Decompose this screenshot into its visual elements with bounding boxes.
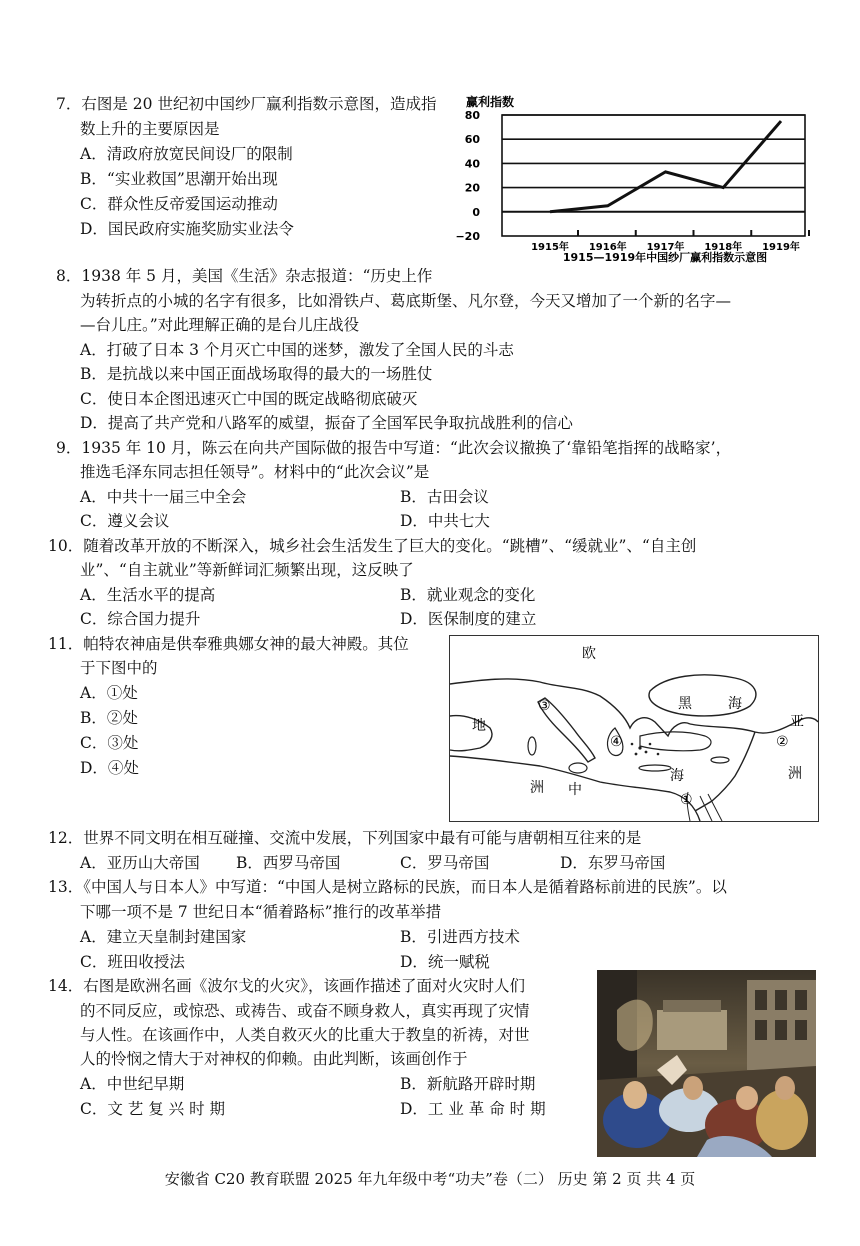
q9-option-c: C．遵义会议 xyxy=(80,512,170,530)
profit-index-chart xyxy=(455,93,820,268)
q10-option-c: C．综合国力提升 xyxy=(80,610,201,628)
q14-option-d: D．工 业 革 命 时 期 xyxy=(400,1100,546,1118)
q8-option-c: C．使日本企图迅速灭亡中国的既定战略彻底破灭 xyxy=(80,390,418,408)
map-label-zhong: 中 xyxy=(568,782,582,798)
map-marker-4: ④ xyxy=(610,734,623,750)
q9-stem-line1: 9．1935 年 10 月，陈云在向共产国际做的报告中写道：“此次会议撤换了‘靠铅笔指挥的战略家’， xyxy=(56,439,732,457)
crete-island xyxy=(639,765,671,771)
map-label-ya: 亚 xyxy=(790,714,804,730)
chart-y-tick-label: −20 xyxy=(455,230,480,243)
q14-option-a: A．中世纪早期 xyxy=(80,1075,185,1093)
q8-option-a: A．打破了日本 3 个月灭亡中国的迷梦，激发了全国人民的斗志 xyxy=(80,341,514,359)
q13-option-d: D．统一赋税 xyxy=(400,953,490,971)
levant-coast xyxy=(695,732,755,811)
map-label-hai-med: 海 xyxy=(670,768,684,784)
q13-stem-line2: 下哪一项不是 7 世纪日本“循着路标”推行的改革举措 xyxy=(80,903,442,921)
q8-option-d: D．提高了共产党和八路军的威望，振奋了全国军民争取抗战胜利的信心 xyxy=(80,414,573,432)
chart-y-ticks xyxy=(455,109,480,243)
q11-option-a: A．①处 xyxy=(80,684,138,702)
q12-stem-line1: 12．世界不同文明在相互碰撞、交流中发展，下列国家中最有可能与唐朝相互往来的是 xyxy=(48,829,642,847)
q7-option-d: D．国民政府实施奖励实业法令 xyxy=(80,220,294,238)
q13-option-c: C．班田收授法 xyxy=(80,953,185,971)
chart-x-ticks xyxy=(531,230,809,253)
asia-minor-outline xyxy=(640,732,711,751)
map-marker-1: ① xyxy=(680,792,693,808)
chart-x-tick-label: 1918年 xyxy=(704,242,743,253)
q12-option-a: A．亚历山大帝国 xyxy=(80,854,200,872)
q9-option-b: B．古田会议 xyxy=(400,488,489,506)
chart-grid xyxy=(502,115,805,236)
red-sea-outline xyxy=(700,794,722,821)
map-label-zhou-africa: 洲 xyxy=(530,780,544,796)
chart-y-tick-label: 60 xyxy=(464,133,480,147)
q14-stem-line3: 与人性。在该画作中，人类自救灭火的比重大于教皇的祈祷，对世 xyxy=(80,1026,530,1044)
mediterranean-map xyxy=(449,635,819,822)
q14-stem-line4: 人的怜悯之情大于对神权的仰赖。由此判断，该画创作于 xyxy=(80,1050,468,1068)
chart-x-tick-label: 1919年 xyxy=(762,242,800,253)
q10-option-d: D．医保制度的建立 xyxy=(400,610,537,628)
q9-option-a: A．中共十一届三中全会 xyxy=(80,488,247,506)
q7-stem-line2: 数上升的主要原因是 xyxy=(80,120,220,138)
q11-stem-line1: 11．帕特农神庙是供奉雅典娜女神的最大神殿。其位 xyxy=(48,635,409,653)
q7-option-c: C．群众性反帝爱国运动推动 xyxy=(80,195,278,213)
q14-stem-line1: 14．右图是欧洲名画《波尔戈的火灾》，该画作描述了面对火灾时人们 xyxy=(48,977,525,995)
chart-y-tick-label: 20 xyxy=(464,181,480,195)
map-label-hai-black: 海 xyxy=(728,696,742,712)
chart-y-tick-label: 40 xyxy=(464,157,480,171)
q13-option-b: B．引进西方技术 xyxy=(400,928,520,946)
q8-option-b: B．是抗战以来中国正面战场取得的最大的一场胜仗 xyxy=(80,365,433,383)
q14-stem-line2: 的不同反应，或惊恐、或祷告、或奋不顾身救人，真实再现了灾情 xyxy=(80,1002,530,1020)
map-label-zhou-asia: 洲 xyxy=(788,766,802,782)
q11-option-d: D．④处 xyxy=(80,759,139,777)
sardinia-island xyxy=(528,737,536,755)
q10-stem-line1: 10．随着改革开放的不断深入，城乡社会生活发生了巨大的变化。“跳槽”、“缓就业”、“自主创 xyxy=(48,537,697,555)
fire-in-borgo-painting xyxy=(597,970,816,1157)
q7-stem-line1: 7．右图是 20 世纪初中国纱厂赢利指数示意图，造成指 xyxy=(56,95,437,113)
q14-option-b: B．新航路开辟时期 xyxy=(400,1075,536,1093)
q7-option-a: A．清政府放宽民间设厂的限制 xyxy=(80,145,293,163)
map-label-ou: 欧 xyxy=(582,646,596,662)
map-label-hei: 黑 xyxy=(678,696,692,712)
map-label-di: 地 xyxy=(472,718,486,734)
chart-y-tick-label: 80 xyxy=(464,109,480,122)
q8-stem-line3: —台儿庄。”对此理解正确的是台儿庄战役 xyxy=(80,316,360,334)
q10-option-a: A．生活水平的提高 xyxy=(80,586,216,604)
page-footer: 安徽省 C20 教育联盟 2025 年九年级中考“功夫”卷（二） 历史 第 2 页 共 4 页 xyxy=(164,1170,696,1188)
map-marker-3: ③ xyxy=(538,698,551,714)
q9-option-d: D．中共七大 xyxy=(400,512,490,530)
q9-stem-line2: 推选毛泽东同志担任领导”。材料中的“此次会议”是 xyxy=(80,463,430,481)
sicily-island xyxy=(569,763,587,773)
chart-y-tick-label: 0 xyxy=(472,205,480,219)
chart-x-tick-label: 1917年 xyxy=(646,242,685,253)
chart-series-line xyxy=(550,121,781,212)
q13-stem-line1: 13．《中国人与日本人》中写道：“中国人是树立路标的民族，而日本人是循着路标前进的民族”。以 xyxy=(48,878,727,896)
q8-stem-line1: 8．1938 年 5 月，美国《生活》杂志报道：“历史上作 xyxy=(56,267,433,285)
q12-option-c: C．罗马帝国 xyxy=(400,854,490,872)
q11-option-b: B．②处 xyxy=(80,709,138,727)
q11-stem-line2: 于下图中的 xyxy=(80,659,158,677)
q10-stem-line2: 业”、“自主就业”等新鲜词汇频繁出现，这反映了 xyxy=(80,561,414,579)
chart-plot-frame xyxy=(502,115,805,236)
q10-option-b: B．就业观念的变化 xyxy=(400,586,536,604)
cyprus-island xyxy=(711,757,729,763)
q14-option-c: C．文 艺 复 兴 时 期 xyxy=(80,1100,225,1118)
map-marker-2: ② xyxy=(776,734,789,750)
chart-x-tick-label: 1916年 xyxy=(588,242,627,253)
q13-option-a: A．建立天皇制封建国家 xyxy=(80,928,247,946)
chart-title: 1915—1919年中国纱厂赢利指数示意图 xyxy=(562,251,768,264)
q12-option-b: B．西罗马帝国 xyxy=(236,854,341,872)
chart-x-tick-label: 1915年 xyxy=(531,242,569,253)
chart-ylabel: 赢利指数 xyxy=(466,95,515,109)
q7-option-b: B．“实业救国”思潮开始出现 xyxy=(80,170,278,188)
q11-option-c: C．③处 xyxy=(80,734,139,752)
q12-option-d: D．东罗马帝国 xyxy=(560,854,666,872)
q8-stem-line2: 为转折点的小城的名字有很多，比如滑铁卢、葛底斯堡、凡尔登，今天又增加了一个新的名字— xyxy=(80,292,732,310)
